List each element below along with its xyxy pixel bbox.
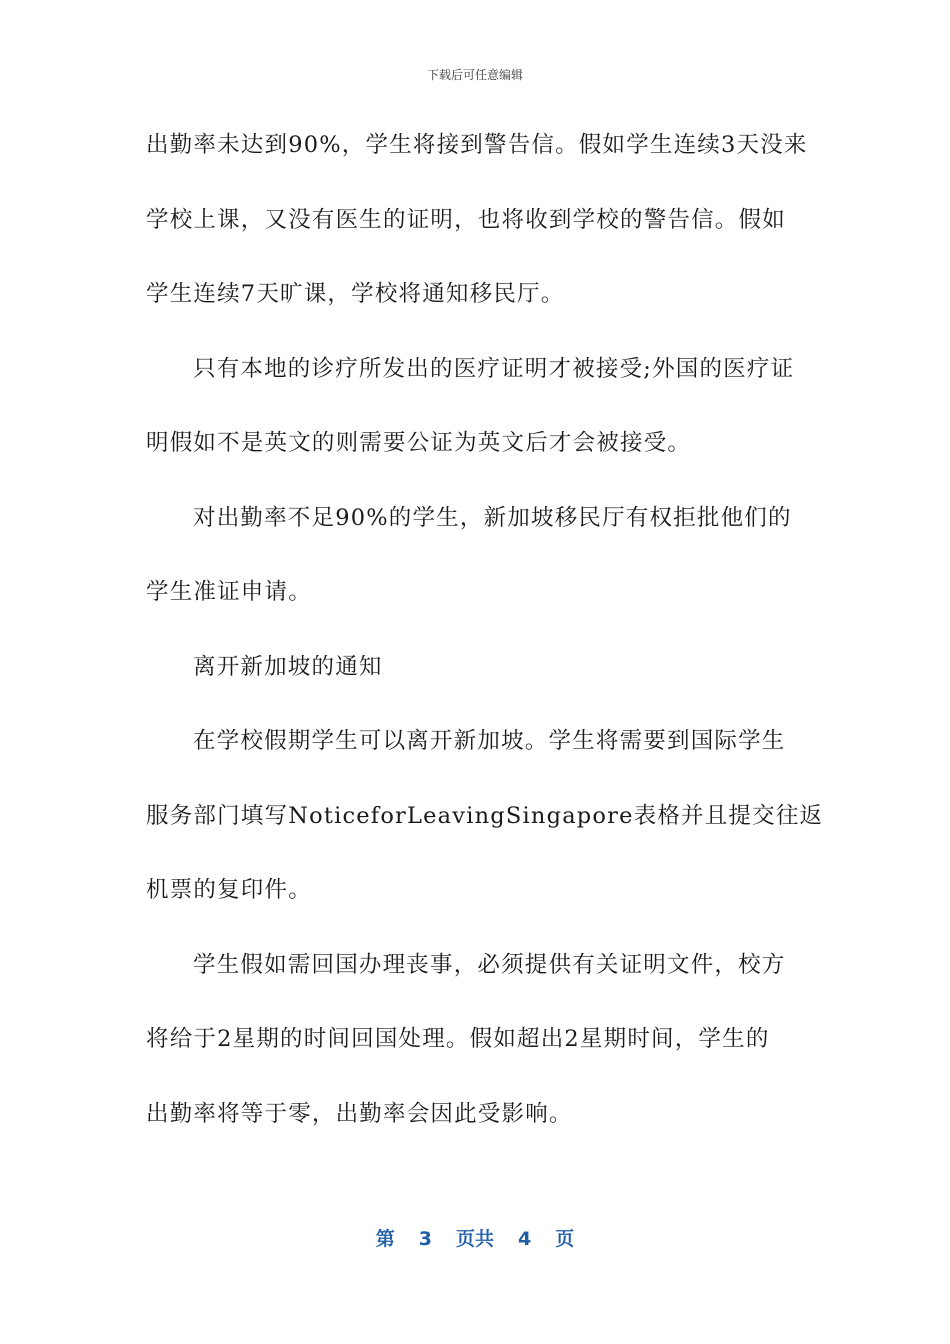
text-line-11: 机票的复印件。 (146, 877, 312, 903)
footer-suffix: 页 (555, 1228, 575, 1250)
text-line-6: 对出勤率不足90%的学生，新加坡移民厅有权拒批他们的 (193, 504, 792, 531)
text-line-9: 在学校假期学生可以离开新加坡。学生将需要到国际学生 (193, 728, 786, 754)
text-line-5: 明假如不是英文的则需要公证为英文后才会被接受。 (146, 430, 692, 456)
text-line-4: 只有本地的诊疗所发出的医疗证明才被接受;外国的医疗证 (193, 355, 795, 382)
text-line-2: 学校上课，又没有医生的证明，也将收到学校的警告信。假如 (146, 206, 786, 233)
footer-prefix: 第 (375, 1228, 395, 1250)
text-line-7: 学生准证申请。 (146, 579, 312, 605)
text-line-3: 学生连续7天旷课，学校将通知移民厅。 (146, 281, 565, 307)
page-footer (0, 1224, 950, 1251)
document-body (146, 108, 824, 1151)
text-line-12: 学生假如需回国办理丧事，必须提供有关证明文件，校方 (193, 951, 786, 978)
text-line-1: 出勤率未达到90%，学生将接到警告信。假如学生连续3天没来 (146, 132, 808, 158)
text-line-13: 将给于2星期的时间回国处理。假如超出2星期时间，学生的 (146, 1026, 770, 1052)
text-line-10: 服务部门填写NoticeforLeavingSingapore表格并且提交往返 (146, 802, 824, 829)
current-page-number: 3 (418, 1228, 432, 1250)
section-heading: 离开新加坡的通知 (193, 653, 383, 680)
page-header: 下载后可任意编辑 (426, 68, 523, 82)
total-pages-number: 4 (518, 1228, 532, 1250)
text-line-14: 出勤率将等于零，出勤率会因此受影响。 (146, 1100, 573, 1127)
footer-middle: 页共 (455, 1228, 494, 1250)
